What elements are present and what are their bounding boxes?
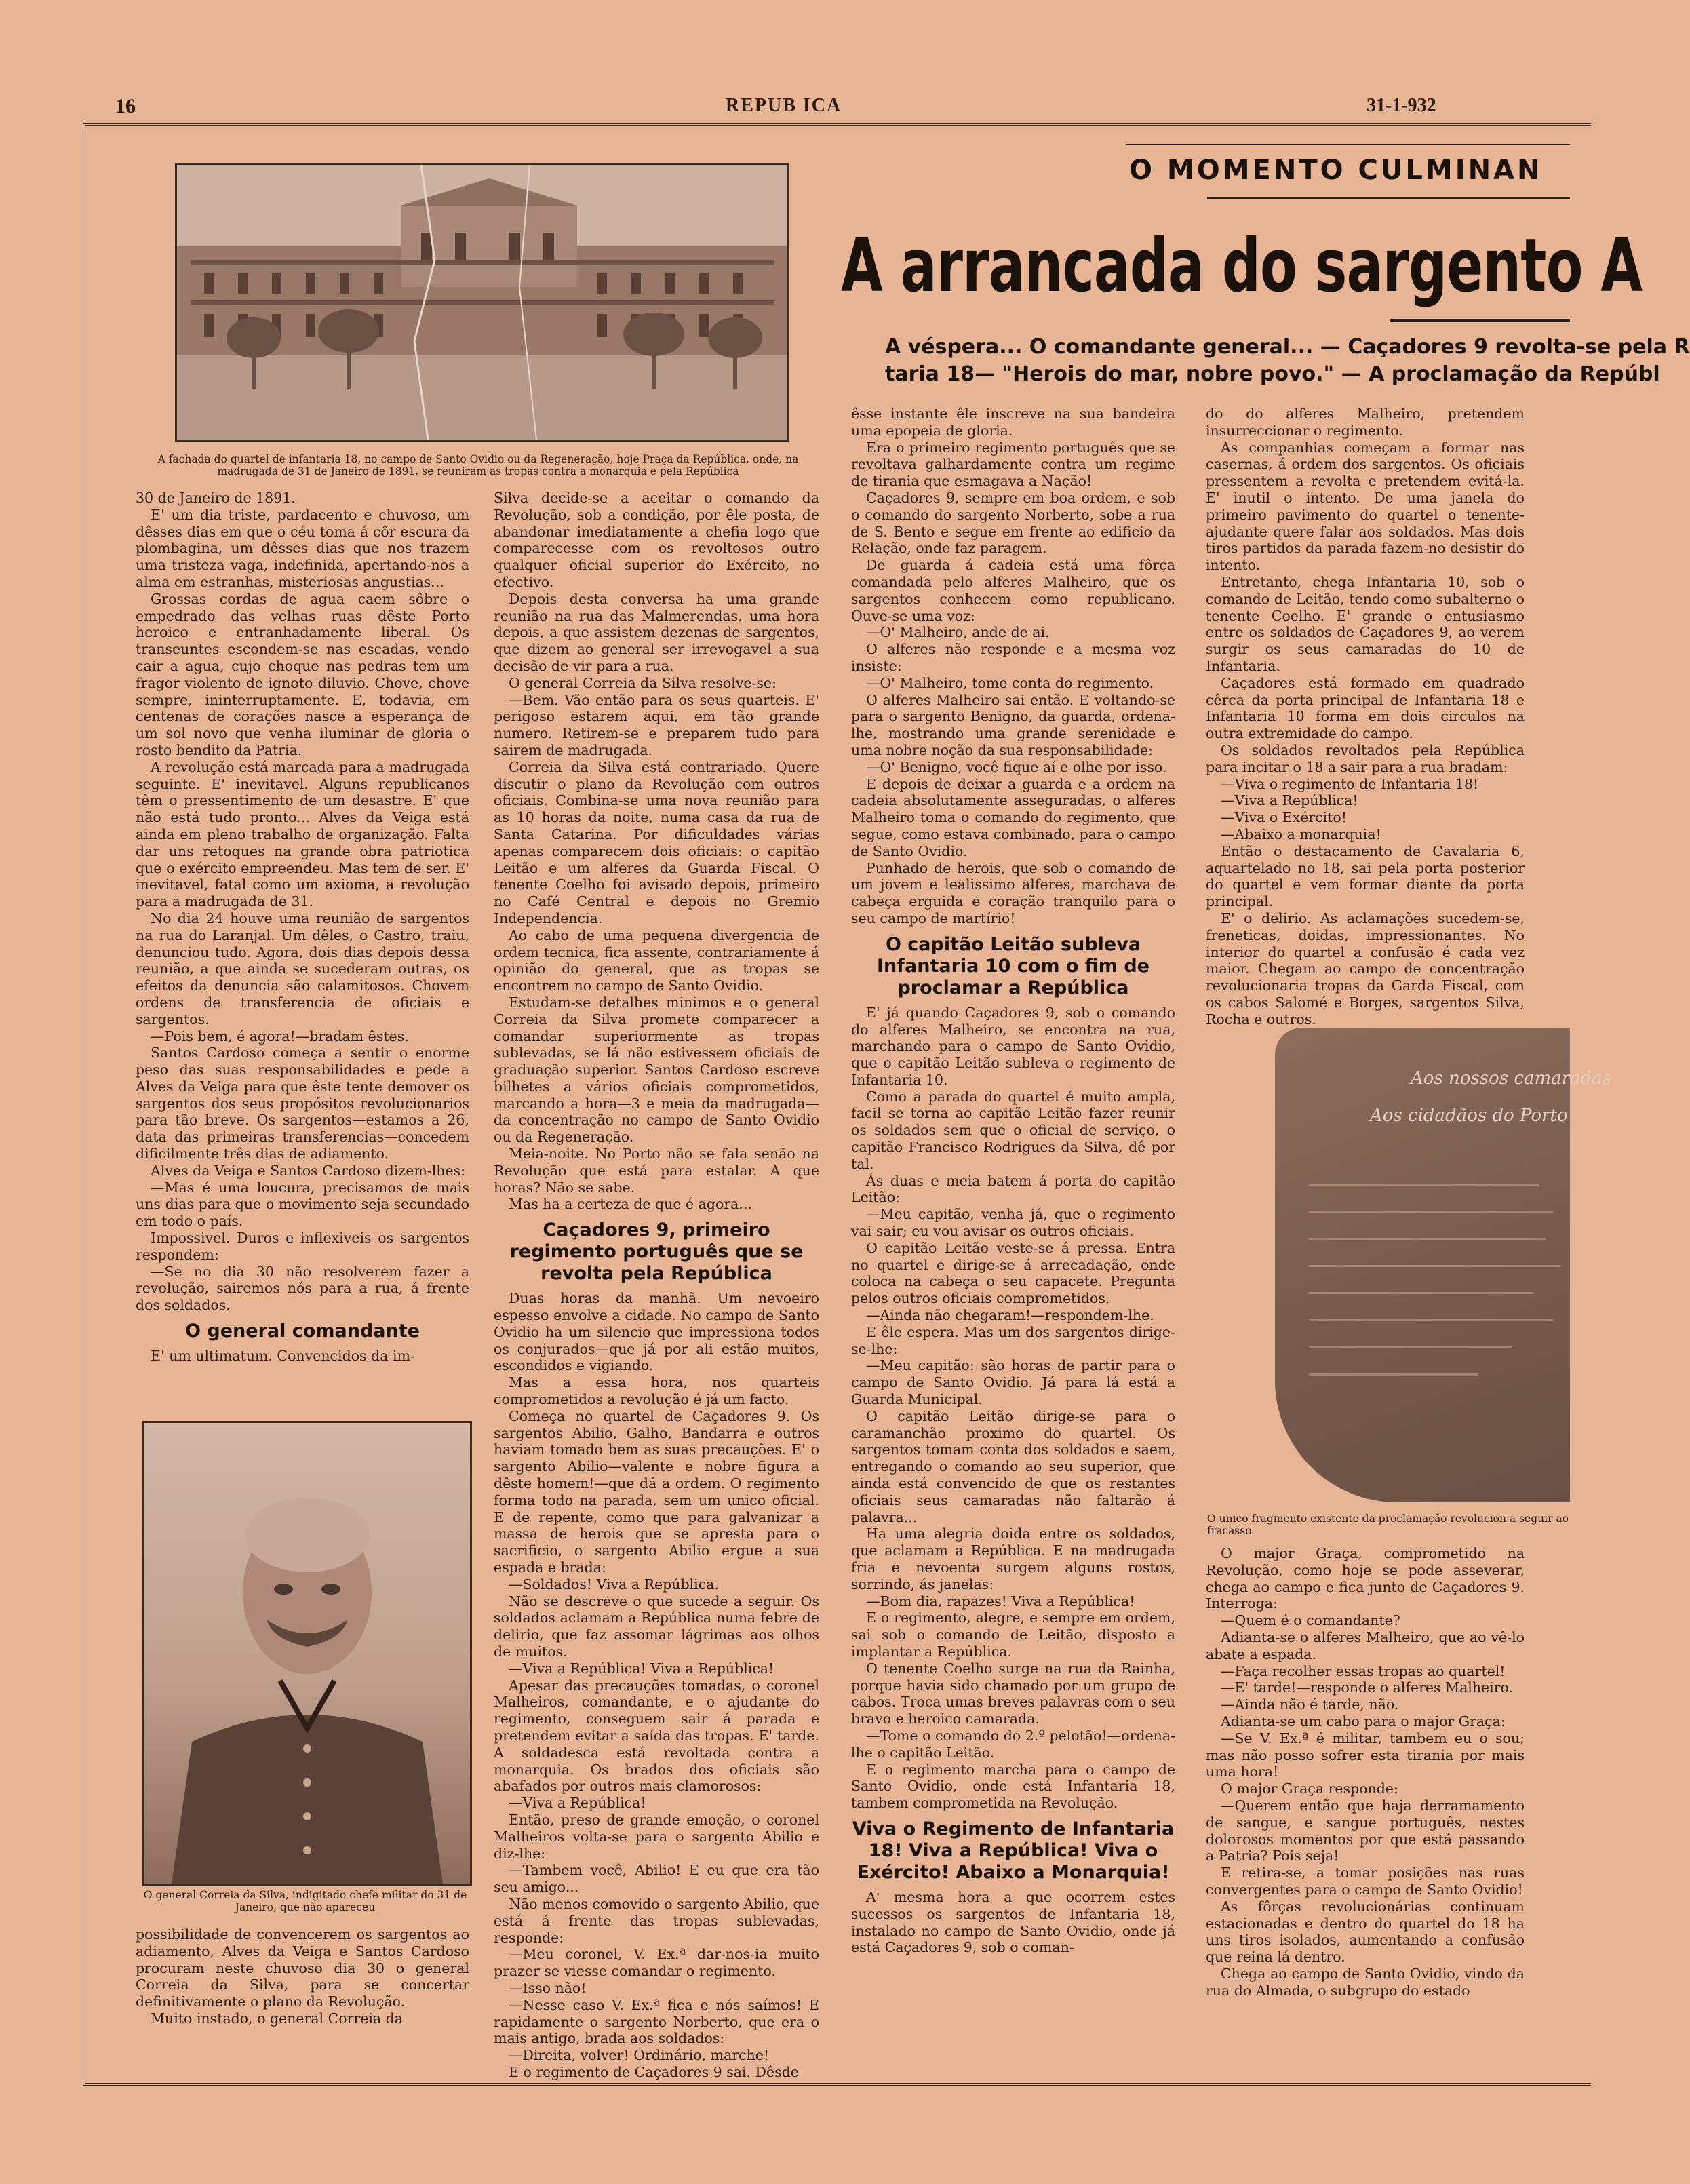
paragraph: Adianta-se um cabo para o major Graça: (1221, 1713, 1506, 1730)
paragraph: —Faça recolher essas tropas ao quartel! (1221, 1662, 1506, 1679)
paragraph: Mas ha a certeza de que é agora... (509, 1196, 752, 1213)
paragraph: Então o destacamento de Cavalaria 6, aquartelado no 18, sai pela porta posterior do quartel e vem formar diante da porta principal. (1206, 842, 1525, 910)
paragraph: Mas a essa hora, nos quarteis comprometidos a revolução é já um facto. (494, 1374, 819, 1408)
article-headline: A arrancada do sargento A (841, 224, 1643, 309)
headline-rule (1390, 319, 1570, 322)
article-column-3 (851, 406, 1175, 1956)
fragment-title: Aos nossos camaradas (1411, 1068, 1612, 1089)
paragraph: E' um dia triste, pardacento e chuvoso, um dêsses dias em que o céu toma á côr escura da plombagina, um dêsses dias que nos trazem uma tristeza vaga, indefinida, apertando-nos a alma em estranhas, misteriosas angustias... (136, 506, 469, 590)
fragment-subtitle: Aos cidadãos do Porto (1370, 1106, 1568, 1126)
paragraph: —Tome o comando do 2.º pelotão!—ordena-lhe o capitão Leitão. (851, 1727, 1175, 1761)
paragraph: E o regimento de Caçadores 9 sai. Dêsde (509, 2063, 799, 2080)
paragraph: Apesar das precauções tomadas, o coronel Malheiros, comandante, e o ajudante do regimento, conseguem sair á parada e pretendem evitar a saída das tropas. E' tarde. A soldadesca está revoltada contra a monarquia. Os brados dos oficiais são abafados por outros mais clamorosos: (494, 1677, 819, 1795)
barracks-photo-caption: A fachada do quartel de infantaria 18, no campo de Santo Ovidio ou da Regeneração, hoje Praça da República, onde, na madrugada de 31 de Janeiro de 1891, se reuniram as tropas contra a monarquia e pela República (157, 453, 799, 477)
paragraph: Impossivel. Duros e inflexiveis os sargentos respondem: (136, 1230, 469, 1263)
paragraph: O capitão Leitão veste-se á pressa. Entra no quartel e dirige-se á arrecadação, onde coloca na cabeça o seu capacete. Pregunta pelos outros oficiais comprometidos. (851, 1239, 1175, 1307)
paragraph: Ao cabo de uma pequena divergencia de ordem tecnica, fica assente, contrariamente á opinião do general, que as tropas se encontrem no campo de Santo Ovidio. (494, 927, 819, 994)
page-number: 16 (115, 95, 136, 117)
paragraph: Era o primeiro regimento português que se revoltava galhardamente contra um regime de tirania que esmagava a Nação! (851, 439, 1175, 490)
paragraph: possibilidade de convencerem os sargentos ao adiamento, Alves da Veiga e Santos Cardoso procuram neste chuvoso dia 30 o general Correia da Silva, para se concertar definitivamente o plano da Revolução. (136, 1926, 469, 2010)
article-column-1-continued (136, 1926, 469, 2027)
paragraph: Não se descreve o que sucede a seguir. Os soldados aclamam a República numa febre de delirio, que faz assomar lágrimas aos olhos de muitos. (494, 1593, 819, 1660)
paragraph: —Nesse caso V. Ex.ª fica e nós saímos! E rapidamente o sargento Norberto, que era o mais antigo, brada aos soldados: (494, 1996, 819, 2047)
fragment-text-line (1309, 1238, 1546, 1240)
paragraph: —Viva o Exército! (1221, 809, 1347, 826)
paragraph: —Se no dia 30 não resolverem fazer a revolução, sairemos nós para a rua, á frente dos soldados. (136, 1263, 469, 1314)
paragraph: Correia da Silva está contrariado. Quere discutir o plano da Revolução com outros oficiais. Combina-se uma nova reunião para as 10 horas da noite, numa casa da rua de Santa Catarina. Por dificuldades várias apenas comparecem dois oficiais: o capitão Leitão e um alferes da Guarda Fiscal. O tenente Coelho foi avisado depois, primeiro no Café Central e depois no Gremio Independencia. (494, 758, 819, 927)
kicker-rule (1207, 197, 1570, 199)
paragraph: Depois desta conversa ha uma grande reunião na rua das Malmerendas, uma hora depois, a que assistem dezenas de sargentos, que dizem ao general ser irrevogavel a sua decisão de vir para a rua. (494, 590, 819, 674)
paragraph: —Viva o regimento de Infantaria 18! (1221, 775, 1479, 792)
general-portrait-caption: O general Correia da Silva, indigitado chefe militar do 31 de Janeiro, que não apareceu (143, 1889, 467, 1913)
paragraph: O capitão Leitão dirige-se para o caramanchão proximo do quartel. Os sargentos tomam conta dos soldados e saem, entregando o comando ao seu superior, que ainda está convencido de que os restantes oficiais seus camaradas não faltarão á palavra... (851, 1407, 1175, 1525)
paragraph: E êle espera. Mas um dos sargentos dirige-se-lhe: (851, 1323, 1175, 1357)
paragraph: O alferes Malheiro sai então. E voltando-se para o sargento Benigno, da guarda, ordena-lhe, mostrando uma grande serenidade e uma nobre noção da sua responsabilidade: (851, 691, 1175, 758)
page-header (0, 95, 1570, 122)
newspaper-title: REPUB ICA (726, 95, 842, 116)
paragraph: Como a parada do quartel é muito ampla, facil se torna ao capitão Leitão fazer reunir os soldados sem que o oficial de serviço, o capitão Francisco Rodrigues da Silva, dê por tal. (851, 1088, 1175, 1172)
paragraph: —O' Malheiro, tome conta do regimento. (866, 674, 1154, 691)
paragraph: Ha uma alegria doida entre os soldados, que aclamam a República. E na madrugada fria e nevoenta surgem alguns rostos, sorrindo, ás janelas: (851, 1525, 1175, 1593)
paragraph: —Tambem você, Abilio! E eu que era tão seu amigo... (494, 1862, 819, 1896)
barracks-photo (175, 163, 789, 442)
paragraph: —Querem então que haja derramamento de sangue, e sangue português, nestes dolorosos momentos por que está passando a Patria? Pois seja! (1206, 1797, 1525, 1865)
article-column-1 (136, 490, 469, 1365)
fragment-text-line (1309, 1292, 1533, 1294)
fragment-text-line (1309, 1373, 1478, 1376)
paragraph: Caçadores está formado em quadrado cêrca da porta principal de Infantaria 18 e Infantaria 10 forma em dois circulos na outra extremidade do campo. (1206, 674, 1525, 742)
subheading: O capitão Leitão subleva Infantaria 10 com o fim de proclamar a República (877, 933, 1149, 998)
paragraph: Punhado de herois, que sob o comando de um jovem e lealissimo alferes, marchava de cabeça erguida e coração tranquilo para o seu campo de martírio! (851, 859, 1175, 927)
article-column-4 (1206, 406, 1525, 1028)
paragraph: Santos Cardoso começa a sentir o enorme peso das suas responsabilidades e pede a Alves da Veiga para que êste tente demover os sargentos dos seus propósitos revolucionarios para tão breve. Os sargentos—estamos a 26, data das primeiras transferencias—concedem dificilmente três dias de adiamento. (136, 1045, 469, 1163)
fragment-text-line (1309, 1211, 1553, 1213)
paragraph: A' mesma hora a que ocorrem estes sucessos os sargentos de Infantaria 18, instalado no campo de Santo Ovidio, onde já está Caçadores 9, sob o coman- (851, 1888, 1175, 1956)
paragraph: Meia-noite. No Porto não se fala senão na Revolução que está para estalar. A que horas? Não se sabe. (494, 1146, 819, 1196)
paragraph: Ás duas e meia batem á porta do capitão Leitão: (851, 1172, 1175, 1206)
paragraph: —Isso não! (509, 1979, 587, 1996)
paragraph: —Viva a República! Viva a República! (509, 1660, 774, 1677)
paragraph: Alves da Veiga e Santos Cardoso dizem-lhes: (151, 1162, 466, 1179)
paragraph: E' já quando Caçadores 9, sob o comando do alferes Malheiro, se encontra na rua, marchando para o campo de Santo Ovidio, que o capitão Leitão subleva o regimento de Infantaria 10. (851, 1004, 1175, 1088)
article-column-2 (494, 490, 819, 2081)
article-deck (885, 334, 1690, 388)
paragraph: Caçadores 9, sempre em boa ordem, e sob o comando do sargento Norberto, sobe a rua de S. Bento e segue em frente ao edificio da Relação, onde faz paragem. (851, 489, 1175, 557)
paragraph: —Viva a República! (509, 1795, 646, 1812)
paragraph: —Viva a República! (1221, 792, 1358, 809)
paragraph: A revolução está marcada para a madrugada seguinte. E' inevitavel. Alguns republicanos têm o pressentimento de um desastre. E' que não está tudo pronto... Alves da Veiga está ainda em pleno trabalho de organização. Falta dar uns retoques na grande obra patriotica que o exército empreendeu. Mas tem de ser. E' inevitavel, fatal como um axioma, a revolução para a madrugada de 31. (136, 758, 469, 910)
paragraph: E retira-se, a tomar posições nas ruas convergentes para o campo de Santo Ovidio! (1206, 1865, 1525, 1898)
paragraph: do do alferes Malheiro, pretendem insurreccionar o regimento. (1206, 406, 1525, 439)
paragraph: E' o delirio. As aclamações sucedem-se, freneticas, doidas, impressionantes. No interior do quartel a confusão é cada vez maior. Chegam ao campo de concentração revolucionaria tropas da Garda Fiscal, com os cabos Salomé e Borges, sargentos Silva, Rocha e outros. (1206, 910, 1525, 1028)
paragraph: Não menos comovido o sargento Abilio, que está á frente das tropas sublevadas, responde: (494, 1895, 819, 1946)
paragraph: 30 de Janeiro de 1891. (136, 490, 296, 506)
paragraph: —O' Malheiro, ande de ai. (866, 624, 1050, 641)
paragraph: As companhias começam a formar nas casernas, á ordem dos sargentos. Os oficiais pressentem a revolta e pretendem evitá-la. E' inutil o intento. De uma janela do primeiro pavimento do quartel o tenente-ajudante quere falar aos soldados. Mas dois tiros partidos da parada fazem-no desistir do intento. (1206, 439, 1525, 574)
portrait-illustration (144, 1423, 470, 1884)
fragment-text-line (1309, 1319, 1553, 1321)
deck-line: taria 18— "Herois do mar, nobre povo." — A proclamação da Repúbl (885, 362, 1660, 386)
paragraph: —Pois bem, é agora!—bradam êstes. (151, 1028, 409, 1045)
paragraph: O major Graça, comprometido na Revolução, como hoje se pode asseverar, chega ao campo e fica junto de Caçadores 9. Interroga: (1206, 1545, 1525, 1612)
paragraph: —E' tarde!—responde o alferes Malheiro. (1221, 1679, 1514, 1696)
paragraph: De guarda á cadeia está uma fôrça comandada pelo alferes Malheiro, que os sargentos conhecem como republicano. Ouve-se uma voz: (851, 557, 1175, 624)
paragraph: E o regimento marcha para o campo de Santo Ovidio, onde está Infantaria 18, tambem comprometida na Revolução. (851, 1761, 1175, 1812)
fragment-text-line (1309, 1346, 1512, 1348)
paragraph: O tenente Coelho surge na rua da Rainha, porque havia sido chamado por um grupo de cabos. Troca umas breves palavras com o seu bravo e heroico camarada. (851, 1660, 1175, 1728)
paragraph: —Bom dia, rapazes! Viva a República! (866, 1593, 1135, 1610)
paragraph: Muito instado, o general Correia da (151, 2010, 404, 2027)
article-column-4-continued (1206, 1545, 1525, 2000)
proclamation-fragment-caption: O unico fragmento existente da proclamação revolucion a seguir ao fracasso (1207, 1513, 1569, 1537)
paragraph: —Ainda não é tarde, não. (1221, 1696, 1399, 1713)
paragraph: Adianta-se o alferes Malheiro, que ao vê-lo abate a espada. (1206, 1629, 1525, 1662)
section-kicker: O MOMENTO CULMINAN (1129, 155, 1543, 186)
paragraph: êsse instante êle inscreve na sua bandeira uma epopeia de gloria. (851, 406, 1175, 439)
paragraph: —O' Benigno, você fique aí e olhe por isso. (866, 758, 1167, 775)
barracks-illustration (177, 165, 787, 440)
fragment-text-line (1309, 1265, 1560, 1267)
subheading: Caçadores 9, primeiro regimento português que se revolta pela República (509, 1220, 804, 1285)
paragraph: Entretanto, chega Infantaria 10, sob o comando de Leitão, tendo como subalterno o tenente Coelho. E' grande o entusiasmo entre os soldados de Caçadores 9, ao verem surgir os seus camaradas do 10 de Infantaria. (1206, 573, 1525, 674)
paragraph: —Soldados! Viva a República. (509, 1576, 719, 1593)
paragraph: Silva decide-se a aceitar o comando da Revolução, sob a condição, por êle posta, de abandonar imediatamente a chefia logo que comparecesse com os revoltosos outro qualquer oficial superior do Exército, no efectivo. (494, 490, 819, 590)
paragraph: —Bem. Vão então para os seus quarteis. E' perigoso estarem aqui, em tão grande numero. Retirem-se e preparem tudo para sairem de madrugada. (494, 691, 819, 758)
paragraph: —Meu capitão, venha já, que o regimento vai sair; eu vou avisar os outros oficiais. (851, 1206, 1175, 1240)
subheading: Viva o Regimento de Infantaria 18! Viva a República! Viva o Exército! Abaixo a Monarquia! (852, 1818, 1175, 1883)
paragraph: —Quem é o comandante? (1221, 1612, 1400, 1629)
paragraph: O major Graça responde: (1221, 1780, 1398, 1797)
fragment-text-line (1309, 1184, 1539, 1186)
paragraph: E o regimento, alegre, e sempre em ordem, sai sob o comando de Leitão, disposto a implantar a República. (851, 1610, 1175, 1660)
paragraph: Começa no quartel de Caçadores 9. Os sargentos Abilio, Galho, Bandarra e outros haviam tomado bem as suas precauções. E' o sargento Abilio—valente e nobre figura a dêste homem!—que dá a ordem. O regimento forma todo na parada, sem um unico oficial. E de repente, como que para galvanizar a massa de herois que se apresta para o sacrificio, o sargento Abilio ergue a sua espada e brada: (494, 1407, 819, 1576)
paragraph: —Abaixo a monarquia! (1221, 825, 1381, 842)
paragraph: No dia 24 houve uma reunião de sargentos na rua do Laranjal. Um dêles, o Castro, traiu, denunciou tudo. Agora, dois dias depois dessa reunião, a que ainda se sucederam outras, os efeitos da denuncia são calamitosos. Chovem ordens de transferencia de oficiais e sargentos. (136, 910, 469, 1028)
paragraph: —Meu coronel, V. Ex.ª dar-nos-ia muito prazer se viesse comandar o regimento. (494, 1946, 819, 1980)
paragraph: As fôrças revolucionárias continuam estacionadas e dentro do quartel do 18 ha uns tiros isolados, aumentando a confusão que reina lá dentro. (1206, 1898, 1525, 1966)
paragraph: E' um ultimatum. Convencidos da im- (151, 1348, 415, 1365)
paragraph: Estudam-se detalhes minimos e o general Correia da Silva promete comparecer a comandar superiormente as tropas sublevadas, se lá não estivessem oficiais de graduação superior. Santos Cardoso escreve bilhetes a vários oficiais comprometidos, marcando a hora—3 e meia da madrugada—da concentração no campo de Santo Ovidio ou da Regeneração. (494, 994, 819, 1146)
paragraph: Os soldados revoltados pela República para incitar o 18 a sair para a rua bradam: (1206, 741, 1525, 775)
paragraph: —Ainda não chegaram!—respondem-lhe. (866, 1307, 1154, 1324)
paragraph: O general Correia da Silva resolve-se: (509, 674, 777, 691)
paragraph: O alferes não responde e a mesma voz insiste: (851, 641, 1175, 674)
general-portrait-photo (142, 1421, 472, 1886)
paragraph: Então, preso de grande emoção, o coronel Malheiros volta-se para o sargento Abilio e diz-lhe: (494, 1811, 819, 1862)
paragraph: Duas horas da manhã. Um nevoeiro espesso envolve a cidade. No campo de Santo Ovidio ha um silencio que impressiona todos os conjurados—que já por ali estão muitos, escondidos e vigiando. (494, 1290, 819, 1374)
paragraph: —Mas é uma loucura, precisamos de mais uns dias para que o movimento seja secundado em todo o país. (136, 1179, 469, 1230)
paragraph: Chega ao campo de Santo Ovidio, vindo da rua do Almada, o subgrupo do estado (1206, 1965, 1525, 1999)
paragraph: —Meu capitão: são horas de partir para o campo de Santo Ovidio. Já para lá está a Guarda Municipal. (851, 1357, 1175, 1408)
deck-line: A véspera... O comandante general... — Caçadores 9 revolta-se pela R (885, 335, 1690, 359)
paragraph: E depois de deixar a guarda e a ordem na cadeia absolutamente asseguradas, o alferes Malheiro toma o comando do regimento, que segue, como estava combinado, para o campo de Santo Ovidio. (851, 775, 1175, 859)
paragraph: —Direita, volver! Ordinário, marche! (509, 2047, 770, 2064)
subheading: O general comandante (185, 1321, 420, 1342)
paragraph: —Se V. Ex.ª é militar, tambem eu o sou; mas não posso sofrer esta tirania por mais uma hora! (1206, 1730, 1525, 1780)
paragraph: Grossas cordas de agua caem sôbre o empedrado das velhas ruas dêste Porto heroico e entranhadamente liberal. Os transeuntes escondem-se nas escadas, vendo cair a agua, cujo choque nas pedras tem um fragor violento de ignoto diluvio. Chove, chove sempre, ininterruptamente. E, todavia, em centenas de corações nasce a esperança de um sol novo que venha iluminar de gloria o rosto bendito da Patria. (136, 590, 469, 758)
issue-date: 31-1-932 (1367, 95, 1436, 116)
kicker-rule-left (1126, 144, 1570, 145)
proclamation-fragment-image (1275, 1028, 1612, 1502)
